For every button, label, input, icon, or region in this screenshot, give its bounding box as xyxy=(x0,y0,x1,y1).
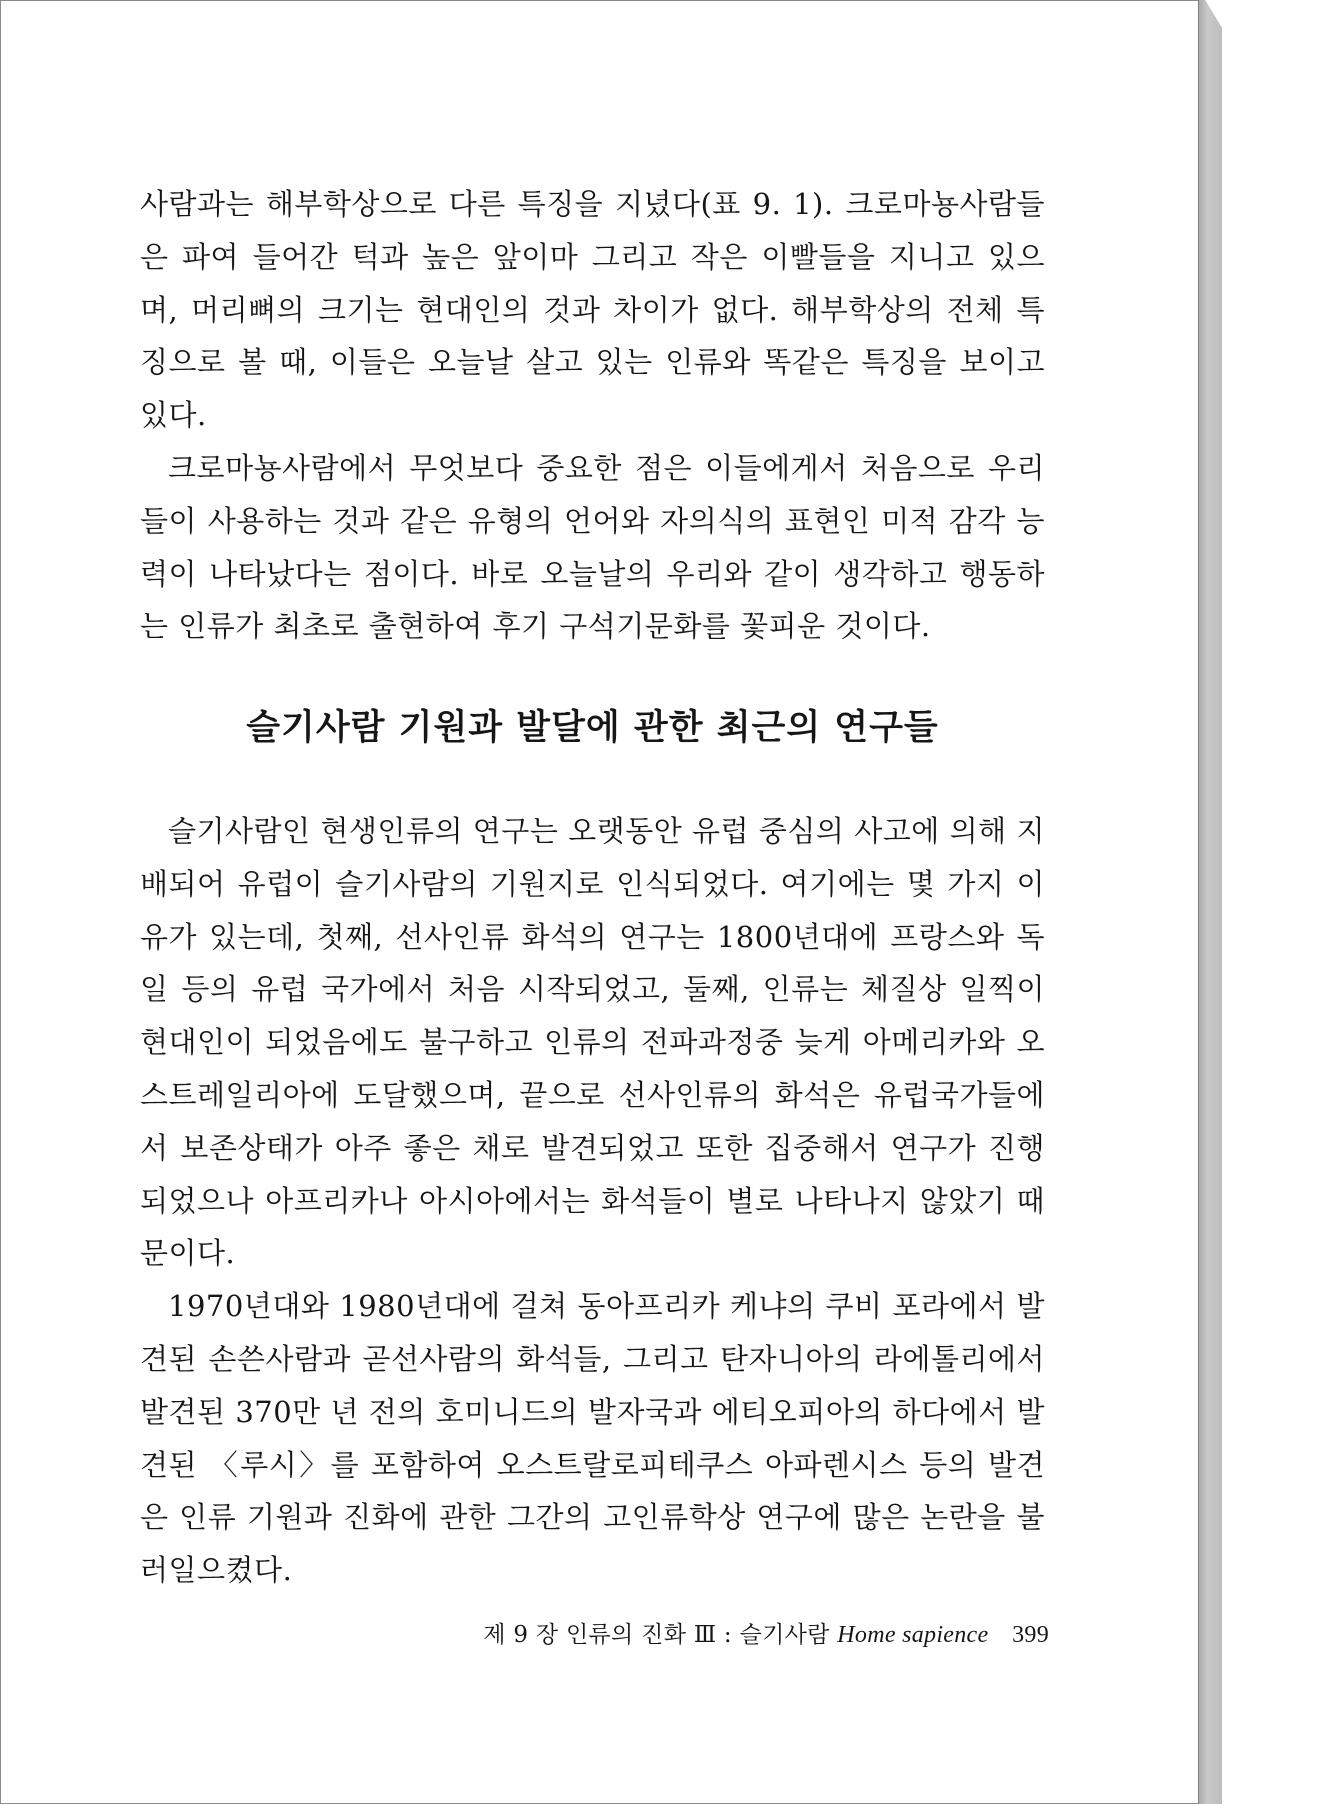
paragraph: 슬기사람인 현생인류의 연구는 오랫동안 유럽 중심의 사고에 의해 지배되어 유럽이 슬기사람의 기원지로 인식되었다. 여기에는 몇 가지 이유가 있는데, 첫째, 선사인류 화석의 연구는 1800년대에 프랑스와 독일 등의 유럽 국가에서 처음 시작되었고, 둘째, 인류는 체질상 일찍이 현대인이 되었음에도 불구하고 인류의 전파과정중 늦게 아메리카와 오스트레일리아에 도달했으며, 끝으로 선사인류의 화석은 유럽국가들에서 보존상태가 아주 좋은 채로 발견되었고 또한 집중해서 연구가 진행되었으나 아프리카나 아시아에서는 화석들이 별로 나타나지 않았기 때문이다. xyxy=(140,814,1045,1271)
section-title: 슬기사람 기원과 발달에 관한 최근의 연구들 xyxy=(246,707,939,748)
paragraph: 크로마뇽사람에서 무엇보다 중요한 점은 이들에게서 처음으로 우리들이 사용하는 것과 같은 유형의 언어와 자의식의 표현인 미적 감각 능력이 나타났다는 점이다. 바로 오늘날의 우리와 같이 생각하고 행동하는 인류가 최초로 출현하여 후기 구석기문화를 꽃피운 것이다. xyxy=(140,450,1045,644)
page-number: 399 xyxy=(1012,1622,1049,1648)
section-text-block xyxy=(140,805,1045,1597)
paragraph: 1970년대와 1980년대에 걸쳐 동아프리카 케냐의 쿠비 포라에서 발견된 손쓴사람과 곧선사람의 화석들, 그리고 탄자니아의 라에톨리에서 발견된 370만 년 전의 호미니드의 발자국과 에티오피아의 하다에서 발견된 〈루시〉를 포함하여 오스트랄로피테쿠스 아파렌시스 등의 발견은 인류 기원과 진화에 관한 그간의 고인류학상 연구에 많은 논란을 불러일으켰다. xyxy=(140,1289,1045,1588)
page-edge-line xyxy=(1198,0,1199,1804)
footer-chapter-title: 제 9 장 인류의 진화 Ⅲ : 슬기사람 xyxy=(483,1622,830,1648)
paragraph: 사람과는 해부학상으로 다른 특징을 지녔다(표 9. 1). 크로마뇽사람들은 파여 들어간 턱과 높은 앞이마 그리고 작은 이빨들을 지니고 있으며, 머리뼈의 크기는 현대인의 것과 차이가 없다. 해부학상의 전체 특징으로 볼 때, 이들은 오늘날 살고 있는 인류와 똑같은 특징을 보이고 있다. xyxy=(140,187,1045,433)
page-edge-shadow xyxy=(1198,0,1222,1804)
top-text-block xyxy=(140,178,1045,653)
footer-latin-name: Home sapience xyxy=(837,1622,989,1648)
running-footer xyxy=(483,1616,1049,1649)
